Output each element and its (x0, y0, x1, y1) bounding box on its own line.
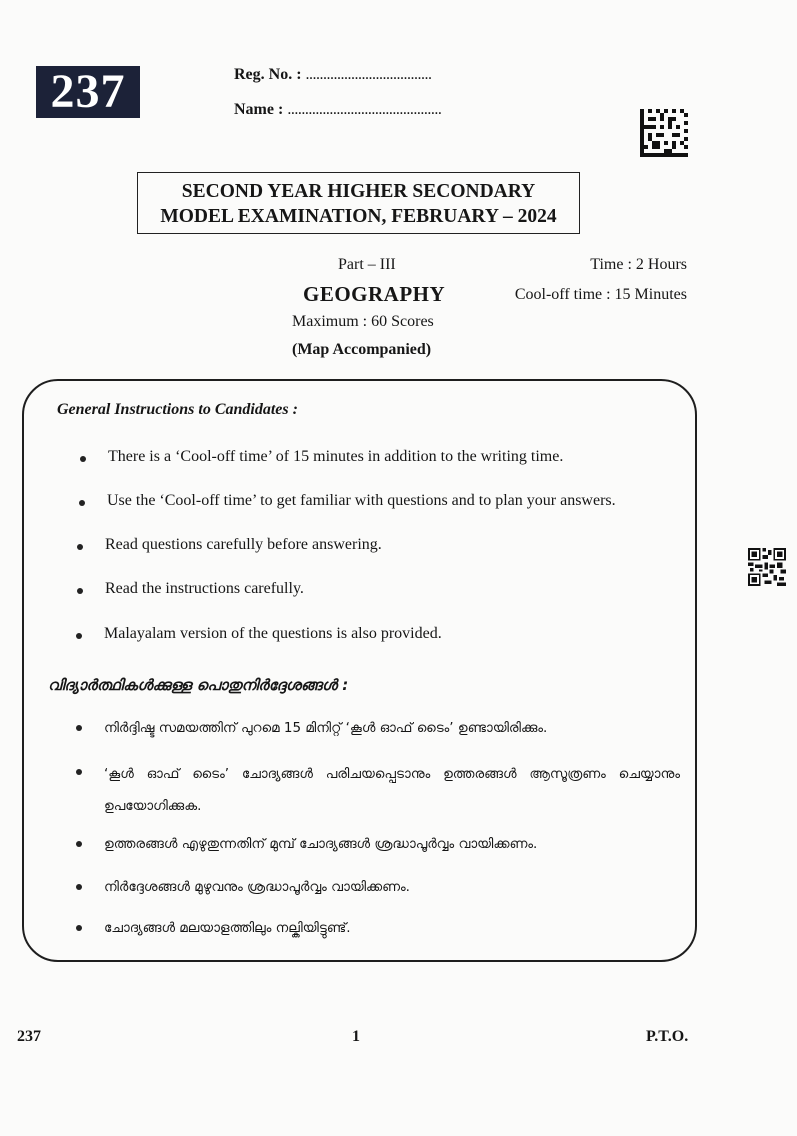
instructions-heading-malayalam: വിദ്യാർത്ഥികൾക്കുള്ള പൊതുനിർദ്ദേശങ്ങൾ : (48, 676, 349, 694)
bullet-icon (79, 500, 85, 506)
exam-title-box (137, 172, 580, 234)
name-field (234, 101, 441, 119)
instruction-item-malayalam: നിർദ്ദിഷ്ട സമയത്തിന് പുറമെ 15 മിനിറ്റ് ‘കൂൾ ഓഫ് ടൈം’ ഉണ്ടായിരിക്കും. (76, 714, 547, 742)
subject-title: GEOGRAPHY (303, 282, 446, 306)
reg-no-label: Reg. No. : (234, 66, 302, 83)
instruction-item: There is a ‘Cool-off time’ of 15 minutes in addition to the writing time. (80, 448, 563, 466)
exam-title-line2: MODEL EXAMINATION, FEBRUARY – 2024 (160, 206, 557, 227)
bullet-icon (76, 925, 82, 931)
bullet-icon (76, 633, 82, 639)
time-allowed: Time : 2 Hours (590, 256, 687, 273)
bullet-icon (76, 769, 82, 775)
instruction-item-malayalam: ചോദ്യങ്ങൾ മലയാളത്തിലും നല്കിയിട്ടുണ്ട്. (76, 914, 351, 942)
name-label: Name : (234, 101, 284, 118)
instruction-item: Read questions carefully before answering. (77, 536, 382, 554)
cool-off-time: Cool-off time : 15 Minutes (514, 286, 687, 303)
part-label: Part – III (338, 256, 396, 273)
bullet-icon (77, 544, 83, 550)
instruction-item: Malayalam version of the questions is also provided. (76, 625, 442, 643)
instructions-heading-english: General Instructions to Candidates : (57, 401, 298, 418)
question-paper-code-badge: 237 (36, 66, 140, 118)
max-score: Maximum : 60 Scores (292, 313, 434, 330)
datamatrix-barcode-icon (640, 108, 688, 158)
name-blank: ............................................ (287, 101, 442, 118)
footer-page-number: 1 (352, 1028, 360, 1045)
instruction-item-malayalam: നിർദ്ദേശങ്ങൾ മുഴുവനും ശ്രദ്ധാപൂർവ്വം വായിക്കണം. (76, 873, 410, 901)
instruction-item-malayalam: ഉത്തരങ്ങൾ എഴുതുന്നതിന് മുമ്പ് ചോദ്യങ്ങൾ ശ്രദ്ധാപൂർവ്വം വായിക്കണം. (76, 830, 537, 858)
bullet-icon (76, 841, 82, 847)
footer-pto: P.T.O. (646, 1028, 689, 1045)
bullet-icon (80, 456, 86, 462)
reg-no-field (234, 66, 432, 84)
instruction-item: Use the ‘Cool-off time’ to get familiar with questions and to plan your answers. (79, 492, 616, 510)
reg-no-blank: .................................... (305, 66, 432, 83)
instruction-item: Read the instructions carefully. (77, 580, 304, 598)
map-accompanied-note: (Map Accompanied) (292, 341, 432, 358)
qr-code-icon (748, 548, 786, 586)
bullet-icon (76, 884, 82, 890)
footer-paper-code: 237 (17, 1028, 41, 1045)
exam-title-line1: SECOND YEAR HIGHER SECONDARY (181, 181, 536, 202)
instruction-item-malayalam: ‘കൂൾ ഓഫ് ടൈം’ ചോദ്യങ്ങൾ പരിചയപ്പെടാനും ഉത്തരങ്ങൾ ആസൂത്രണം ചെയ്യാനും ഉപയോഗിക്കുക. (76, 758, 680, 822)
bullet-icon (76, 725, 82, 731)
bullet-icon (77, 588, 83, 594)
